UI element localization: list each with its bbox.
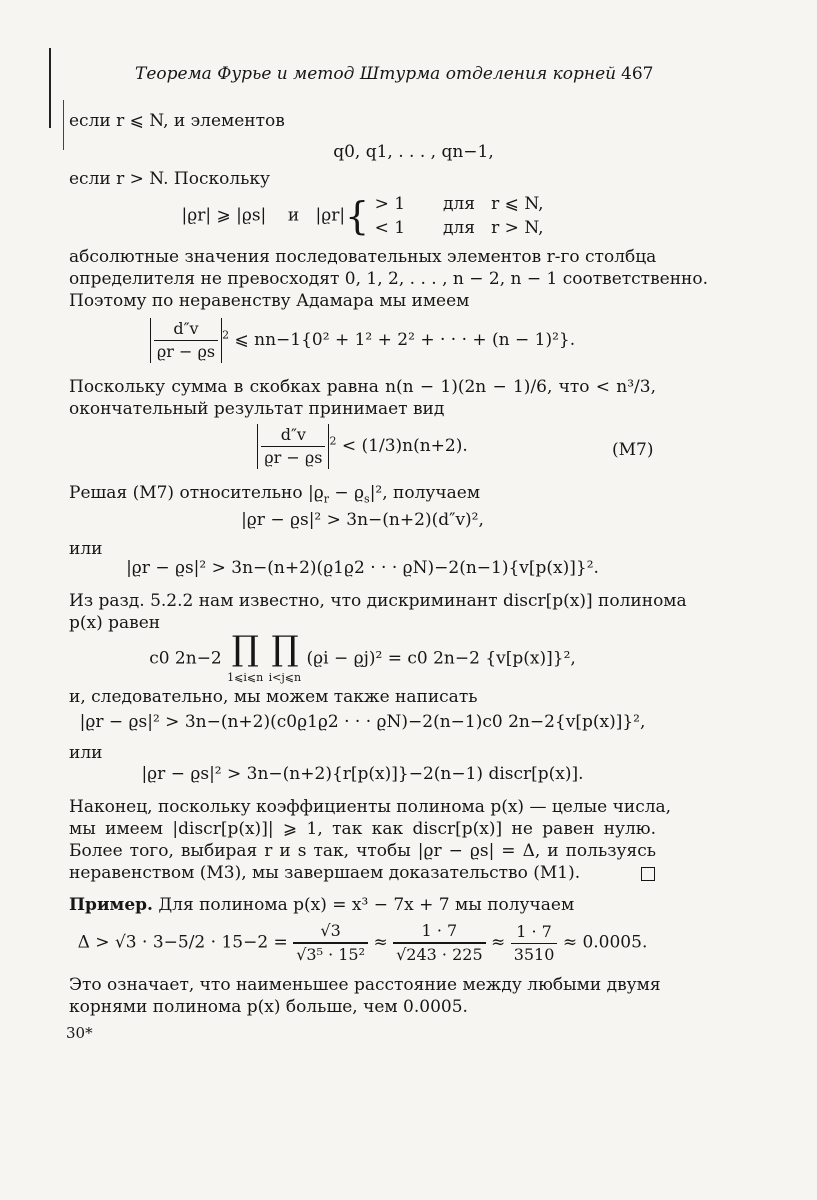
cases-block	[375, 192, 544, 240]
equation-m7: $\frac{d''v}{ϱr - ϱs}$ $^2$ < (1/3)n(n+2).	[69, 424, 656, 469]
approx-sign: ≈	[373, 932, 388, 953]
left-brace-icon: {	[345, 194, 370, 238]
paragraph-3-line-3: Поэтому по неравенству Адамара мы имеем	[69, 291, 470, 311]
m7-denominator: ϱr − ϱs	[264, 448, 323, 467]
m7-fraction	[261, 424, 325, 469]
paragraph-3-line-2: определителя не превосходят 0, 1, 2, . . . , n − 2, n − 1 соответственно.	[69, 269, 709, 289]
margin-mark	[49, 48, 51, 128]
paragraph-3-line-1: абсолютные значения последовательных элементов r-го столбца	[69, 247, 657, 267]
p5-part-b: − ϱ	[329, 483, 365, 503]
example-label: Пример.	[69, 895, 153, 915]
or-word-2: или	[69, 743, 103, 763]
paragraph-6-line-2: p(x) равен	[69, 613, 161, 633]
hadamard-fraction	[154, 318, 218, 363]
equation-q-sequence: q0, q1, . . . , qn−1,	[333, 142, 494, 162]
example-lhs: Δ > √3 · 3−5/2 · 15−2 =	[77, 932, 288, 953]
case-2-condition: r > N,	[491, 218, 544, 238]
fraction-2-numerator: 1 · 7	[393, 920, 486, 943]
equation-hadamard: $\frac{d''v}{ϱr - ϱs}$ $^2$ ⩽ nn−1{0² + 1² + 2² + · · · + (n − 1)²}.	[69, 318, 656, 363]
equation-or-2: |ϱr − ϱs|² > 3n−(n+2){r[p(x)]}−2(n−1) discr[p(x)].	[141, 764, 584, 784]
equation-example	[69, 920, 656, 966]
equation-solve: |ϱr − ϱs|² > 3n−(n+2)(d″v)²,	[241, 510, 484, 530]
equation-discriminant	[69, 629, 656, 686]
qed-square-icon	[641, 867, 655, 881]
paragraph-4-line-2: окончательный результат принимает вид	[69, 399, 445, 419]
example-fraction-2	[393, 920, 486, 966]
approx-sign: ≈	[491, 932, 506, 953]
equation-or-1: |ϱr − ϱs|² > 3n−(n+2)(ϱ1ϱ2 · · · ϱN)−2(n−1){v[p(x)]}².	[126, 558, 599, 578]
rho-r: |ϱr|	[315, 205, 346, 226]
signature-mark: 30*	[66, 1024, 93, 1042]
page-number: 467	[621, 64, 654, 84]
example-fraction-3	[511, 921, 558, 966]
case-1-value: > 1	[374, 194, 406, 214]
product-1	[227, 629, 264, 686]
paragraph-9-line-2: корнями полинома p(x) больше, чем 0.0005.	[69, 997, 468, 1017]
product-1-subscript: 1⩽i⩽n	[227, 671, 264, 684]
example-paragraph	[69, 894, 656, 916]
fraction-1-denominator: √3⁵ · 15²	[293, 943, 368, 966]
example-fraction-1	[293, 920, 368, 966]
p5-part-a: Решая (M7) относительно |ϱ	[69, 483, 324, 503]
m7-numerator: d″v	[261, 424, 325, 447]
p5-part-c: |², получаем	[369, 483, 481, 503]
paragraph-1: если r ⩽ N, и элементов	[69, 111, 285, 131]
fraction-3-numerator: 1 · 7	[511, 921, 558, 944]
example-result: ≈ 0.0005.	[562, 932, 648, 953]
fraction-1-numerator: √3	[293, 920, 368, 943]
prod-rhs: (ϱi − ϱj)² = c0 2n−2 {v[p(x)]}²,	[306, 648, 576, 669]
hadamard-rhs: ⩽ nn−1{0² + 1² + 2² + · · · + (n − 1)²}.	[234, 330, 576, 350]
case-2-for: для	[442, 218, 475, 238]
product-2	[268, 629, 302, 686]
paragraph-5: Решая (M7) относительно $|ϱ_r - ϱ_s|^2$, получаем	[69, 483, 481, 506]
paragraph-8-line-1: Наконец, поскольку коэффициенты полинома p(x) — целые числа,	[69, 797, 672, 817]
paragraph-8-line-3: Более того, выбирая r и s так, чтобы |ϱr − ϱs| = Δ, и пользуясь	[69, 841, 656, 861]
paragraph-8-line-4-text: неравенством (M3), мы завершаем доказательство (M1).	[69, 863, 581, 883]
paragraph-2: если r > N. Поскольку	[69, 169, 271, 189]
rho-comparison: |ϱr| ⩾ |ϱs|	[181, 205, 267, 226]
fraction-2-denominator: √243 · 225	[393, 943, 486, 966]
paragraph-6-line-1: Из разд. 5.2.2 нам известно, что дискриминант discr[p(x)] полинома	[69, 591, 687, 611]
product-icon: ∏	[271, 629, 299, 669]
equation-write: |ϱr − ϱs|² > 3n−(n+2)(c0ϱ1ϱ2 · · · ϱN)−2(n−1)c0 2n−2{v[p(x)]}²,	[79, 712, 646, 732]
m7-rhs: < (1/3)n(n+2).	[341, 436, 468, 456]
equation-label-m7: (M7)	[612, 440, 654, 460]
hadamard-numerator: d″v	[154, 318, 218, 341]
product-2-subscript: i<j⩽n	[268, 671, 302, 684]
case-1-condition: r ⩽ N,	[491, 194, 544, 214]
margin-mark	[63, 100, 64, 150]
paragraph-8-line-4	[69, 862, 656, 884]
running-title: Теорема Фурье и метод Штурма отделения корней	[135, 64, 617, 84]
example-text: Для полинома p(x) = x³ − 7x + 7 мы получаем	[158, 895, 575, 915]
prod-prefix: c0 2n−2	[149, 648, 222, 669]
case-1-for: для	[442, 194, 475, 214]
product-icon: ∏	[231, 629, 259, 669]
paragraph-7: и, следовательно, мы можем также написать	[69, 687, 478, 707]
paragraph-4-line-1: Поскольку сумма в скобках равна n(n − 1)(2n − 1)/6, что < n³/3,	[69, 377, 656, 397]
and-word: и	[287, 205, 300, 226]
paragraph-8-line-2: мы имеем |discr[p(x)]| ⩾ 1, так как discr[p(x)] не равен нулю.	[69, 819, 656, 839]
equation-rho-cases	[69, 192, 656, 240]
paragraph-9-line-1: Это означает, что наименьшее расстояние между любыми двумя	[69, 975, 661, 995]
hadamard-denominator: ϱr − ϱs	[156, 342, 216, 361]
or-word-1: или	[69, 539, 103, 559]
case-2-value: < 1	[374, 218, 406, 238]
fraction-3-denominator: 3510	[513, 944, 555, 964]
